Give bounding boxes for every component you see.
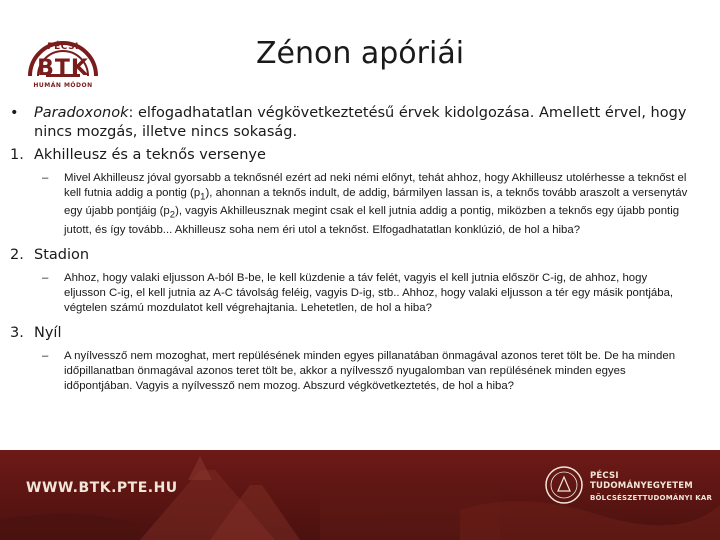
sub-item-1 [42,171,690,238]
intro-text [34,104,690,142]
list-item-3 [10,324,690,343]
logo-bottom-text: HUMÁN MÓDON [33,82,93,89]
slide-content [10,104,690,394]
sub-text [64,171,690,238]
item-number: 1. [10,147,24,163]
list-item-1 [10,146,690,165]
item-number: 2. [10,246,24,263]
subscript: 1 [200,191,206,203]
intro-bullet [10,104,690,142]
slide-title: Zénon apóriái [255,36,465,71]
sub-text-part: ), vagyis Akhilleusznak megint csak el kell jutnia addig a pontig, miközben a teknős egy újabb pontig jutott, és így tovább... Akhilleusz soha nem éri utol a teknőst. Elfogadhatatlan konklúzió, de hol a hiba? [64,205,680,236]
footer-institution [590,471,720,502]
sub-text-part: Mivel Akhilleusz jóval gyorsabb a teknősnél ezért ad neki némi előnyt, tehát ahhoz, hogy Akhilleusz utolérhesse a teknőst el kell futnia addig a pontig (p [64,172,687,199]
intro-rest: : elfogadhatatlan végkövetkeztetésű érvek kidolgozása. Amellett érvel, hogy nincs mozgás, illetve nincs sokaság. [34,105,687,140]
sub-item-2 [42,271,690,316]
item-title: Nyíl [34,324,62,341]
sub-text: Ahhoz, hogy valaki eljusson A-ból B-be, le kell küzdenie a táv felét, vagyis el kell jutnia először C-ig, de ahhoz, hogy eljusson C-ig, el kell jutnia az A-C távolság feléig, vagyis D-ig, stb.. Ahhoz, hogy valaki eljusson a tér egy másik pontjába, végtelen számú mozdulatot kell végrehajtania. Lehetetlen, de hol a hiba? [64,271,674,314]
sub-item-3 [42,349,690,394]
university-seal-icon [544,465,584,505]
footer-url-link[interactable]: WWW.BTK.PTE.HU [26,480,178,496]
institution-line2: BÖLCSÉSZETTUDOMÁNYI KAR [590,494,713,502]
item-title: Stadion [34,246,90,263]
footer-banner [0,450,720,540]
sub-dash: – [42,271,49,284]
intro-lead: Paradoxonok [34,105,129,121]
bullet-marker: • [10,105,19,121]
item-number: 3. [10,324,24,341]
logo-top-text: PÉCSI [47,42,79,52]
logo-main-text: BTK [37,56,89,81]
sub-text-part: ), ahonnan a teknős indult, de addig, bármilyen lassan is, a teknős tovább araszolt a versenytáv egy újabb pontjáig (p [64,187,688,218]
item-title: Akhilleusz és a teknős versenye [34,147,266,163]
sub-text: A nyílvessző nem mozoghat, mert repülésének minden egyes pillanatában önmagával azonos teret tölt be. De ha minden időpillanatban önmagával azonos teret tölt be, akkor a nyílvessző nyugalomban van repülésének minden egyes időpontjában. Vagyis a nyílvessző nem mozog. Abszurd végkövetkeztetés, de hol a hiba? [64,349,676,392]
sub-dash: – [42,172,49,184]
sub-dash: – [42,349,49,362]
subscript: 2 [169,209,176,221]
institution-line1: PÉCSI TUDOMÁNYEGYETEM [590,471,693,491]
list-item-2 [10,246,690,265]
btk-logo [22,18,104,100]
